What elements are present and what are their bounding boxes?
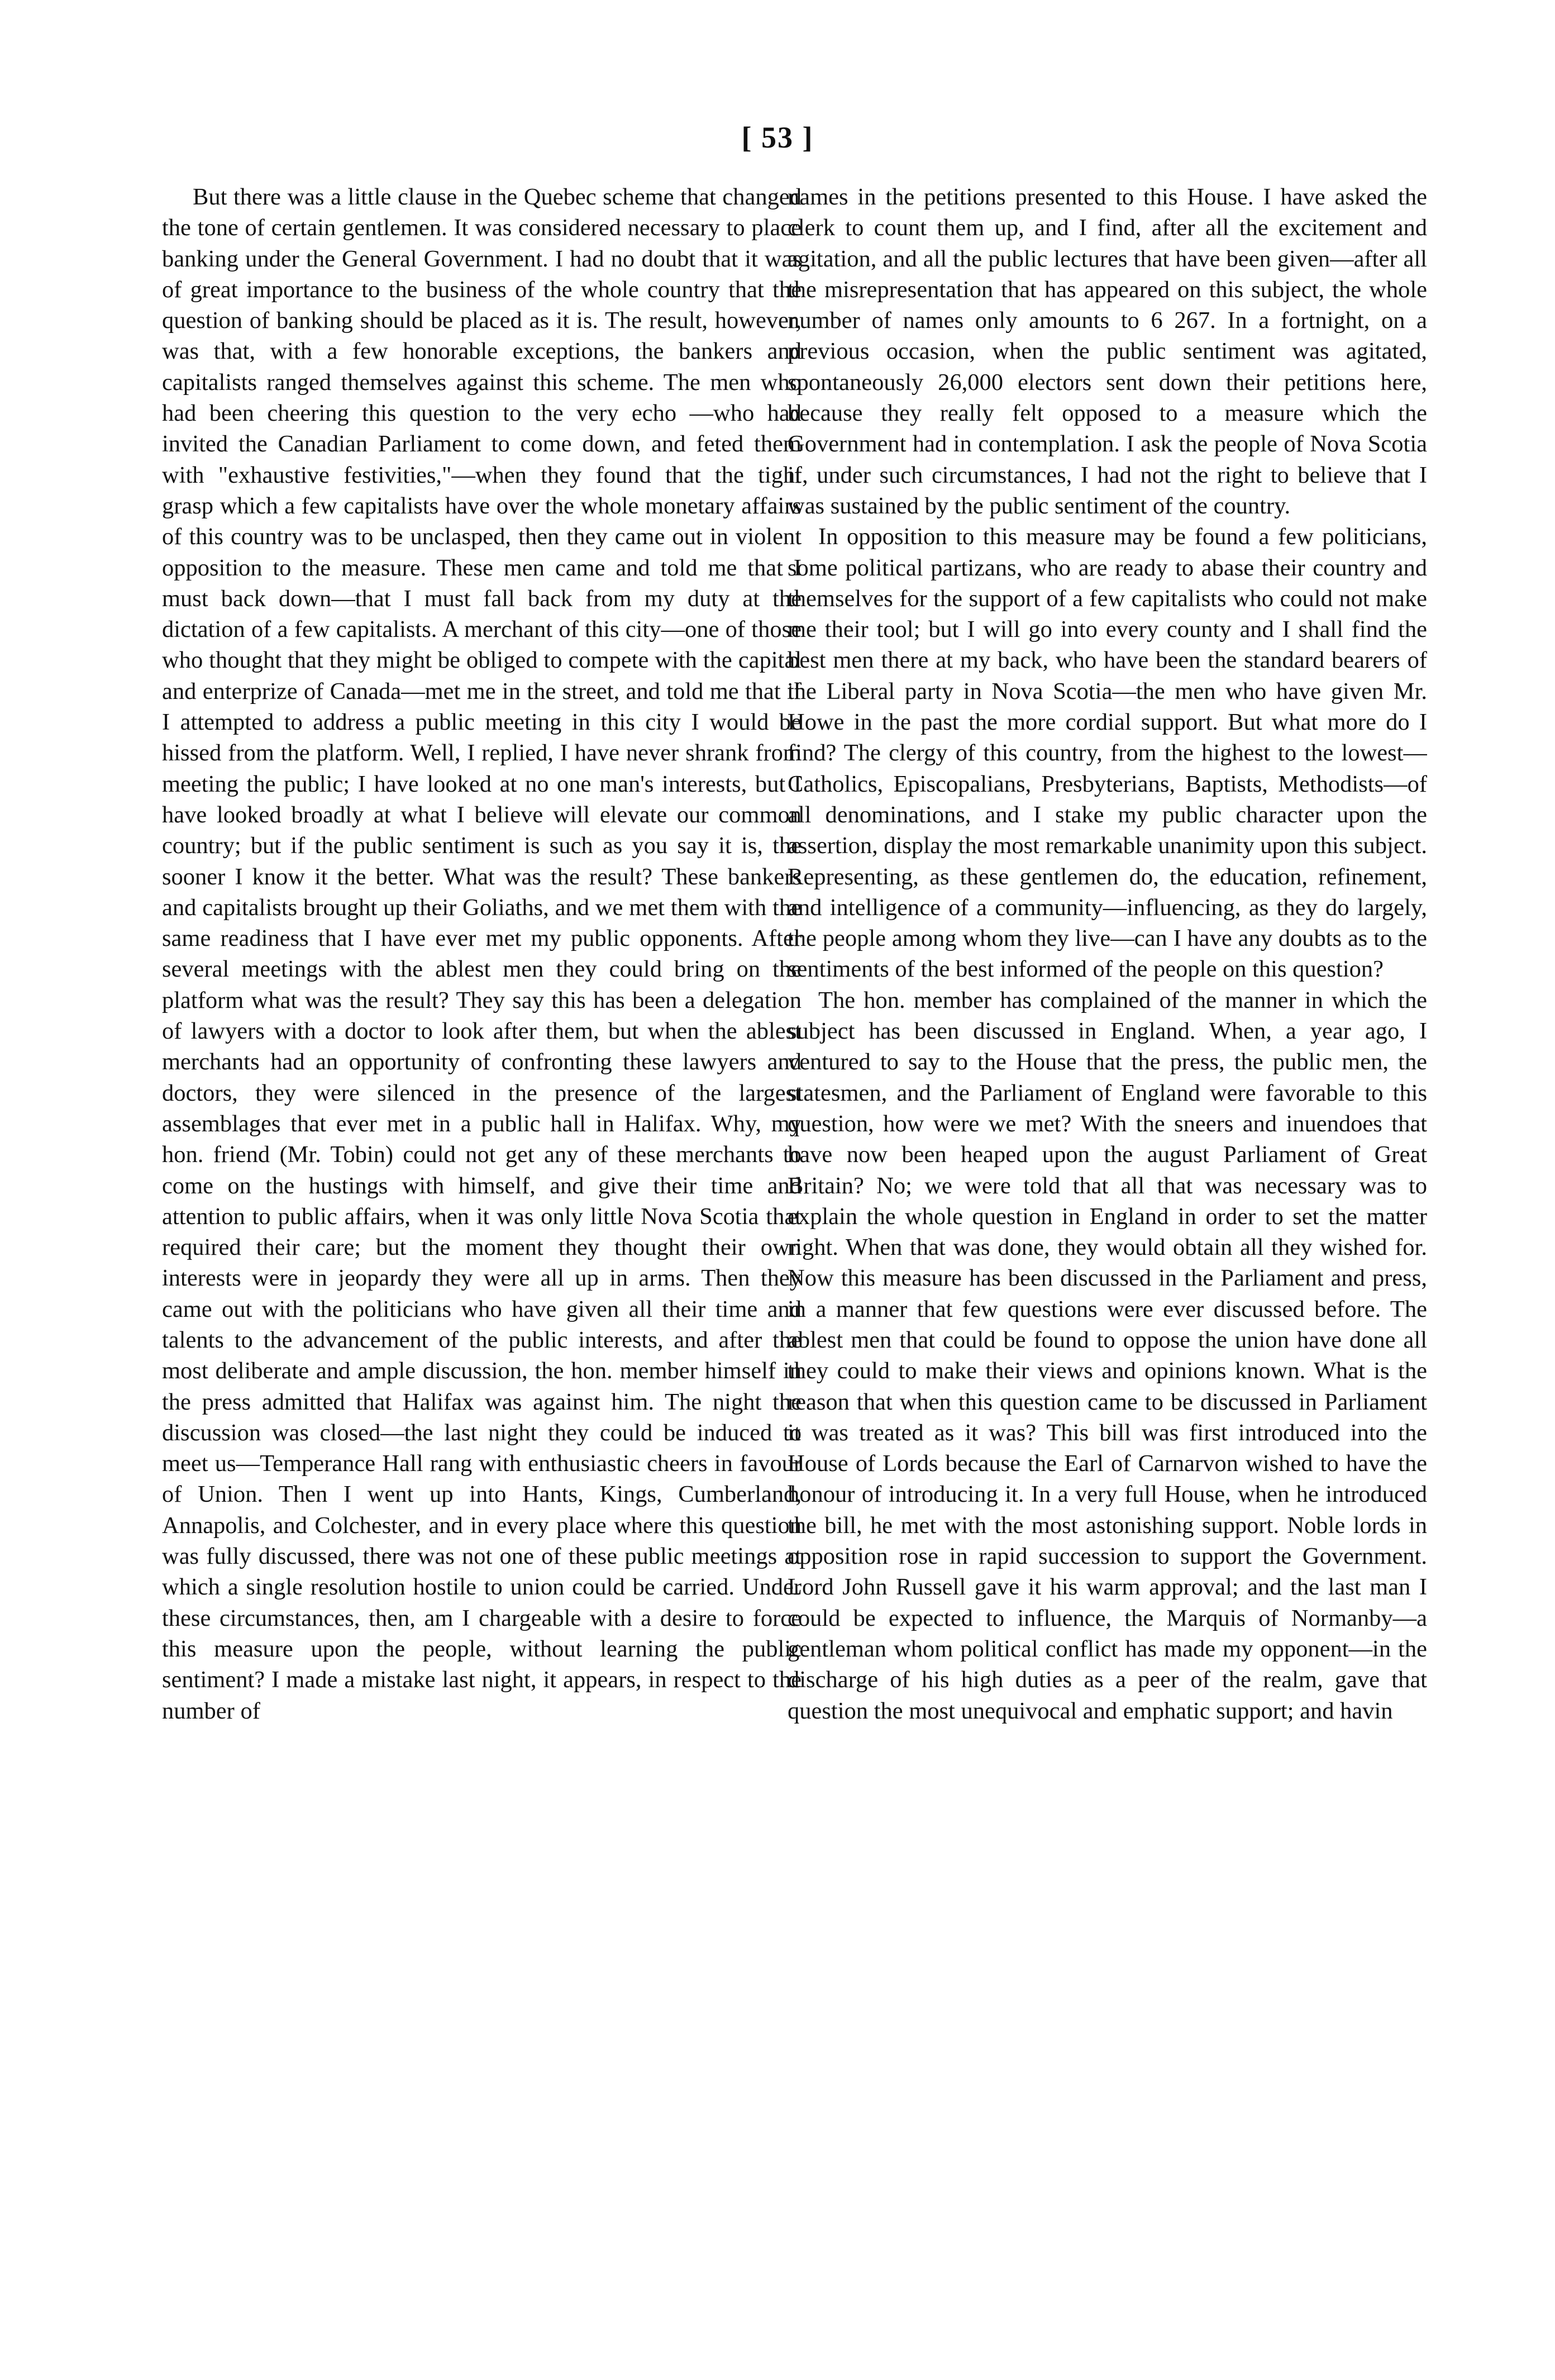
paragraph: In opposition to this measure may be found a few politicians, some political partizans, who are ready to abase their country and themselves for the support of a few capitalists who could not make me their tool; but I will go into every county and I shall find the best men there at my back, who have been the standard bearers of the Liberal party in Nova Scotia—the men who have given Mr. Howe in the past the more cordial support. But what more do I find? The clergy of this country, from the highest to the lowest—Catholics, Episcopalians, Presbyterians, Baptists, Methodists—of all denominations, and I stake my public character upon the assertion, display the most remarkable unanimity upon this subject. Representing, as these gentlemen do, the education, refinement, and intelligence of a community—influencing, as they do largely, the people among whom they live—can I have any doubts as to the sentiments of the best informed of the people on this question? <box>788 523 1427 983</box>
page-number: [ 53 ] <box>741 121 814 154</box>
paragraph: names in the petitions presented to this House. I have asked the clerk to count them up, and I find, after all the excitement and agitation, and all the public lectures that have been given—after all the misrepresentation that has appeared on this subject, the whole number of names only amounts to 6 267. In a fortnight, on a previous occasion, when the public sentiment was agitated, spontaneously 26,000 electors sent down their petitions here, because they really felt opposed to a measure which the Government had in contemplation. I ask the people of Nova Scotia if, under such circumstances, I had not the right to believe that I was sustained by the public sentiment of the country. <box>788 184 1427 519</box>
paragraph: But there was a little clause in the Quebec scheme that changed the tone of certain gentlemen. It was considered necessary to place banking under the General Government. I had no doubt that it was of great importance to the business of the whole country that the question of banking should be placed as it is. The result, however, was that, with a few honorable exceptions, the bankers and capitalists ranged themselves against this scheme. The men who had been cheering this question to the very echo —who had invited the Canadian Parliament to come down, and feted them with "exhaustive festivities,"—when they found that the tight grasp which a few capitalists have over the whole monetary affairs of this country was to be unclasped, then they came out in violent opposition to the measure. These men came and told me that I must back down—that I must fall back from my duty at the dictation of a few capitalists. A merchant of this city—one of those who thought that they might be obliged to compete with the capital and enterprize of Canada—met me in the street, and told me that if I attempted to address a public meeting in this city I would be hissed from the platform. Well, I replied, I have never shrank from meeting the public; I have looked at no one man's interests, but I have looked broadly at what I believe will elevate our common country; but if the public sentiment is such as you say it is, the sooner I know it the better. What was the result? These bankers and capitalists brought up their Goliaths, and we met them with the same readiness that I have ever met my public opponents. After several meetings with the ablest men they could bring on the platform what was the result? They say this has been a delegation of lawyers with a doctor to look after them, but when the ablest merchants had an opportunity of confronting these lawyers and doctors, they were silenced in the presence of the largest assemblages that ever met in a public hall in Halifax. Why, my hon. friend (Mr. Tobin) could not get any of these merchants to come on the hustings with himself, and give their time and attention to public affairs, when it was only little Nova Scotia that required their care; but the moment they thought their own interests were in jeopardy they were all up in arms. Then they came out with the politicians who have given all their time and talents to the advancement of the public interests, and after the most deliberate and ample discussion, the hon. member himself in the press admitted that Halifax was against him. The night the discussion was closed—the last night they could be induced to meet us—Temperance Hall rang with enthusiastic cheers in favour of Union. Then I went up into Hants, Kings, Cumberland, Annapolis, and Colchester, and in every place where this question was fully discussed, there was not one of these public meetings at which a single resolution hostile to union could be carried. Under these circumstances, then, am I chargeable with a desire to force this measure upon the people, without learning the public sentiment? I made a mistake last night, it appears, in respect to the number of <box>162 184 802 1724</box>
paragraph: The hon. member has complained of the manner in which the subject has been discussed in England. When, a year ago, I ventured to say to the House that the press, the public men, the statesmen, and the Parliament of England were favorable to this question, how were we met? With the sneers and inuendoes that have now been heaped upon the august Parliament of Great Britain? No; we were told that all that was necessary was to explain the whole question in England in order to set the matter right. When that was done, they would obtain all they wished for. Now this measure has been discussed in the Parliament and press, in a manner that few questions were ever discussed before. The ablest men that could be found to oppose the union have done all they could to make their views and opinions known. What is the reason that when this question came to be discussed in Parliament it was treated as it was? This bill was first introduced into the House of Lords because the Earl of Carnarvon wished to have the honour of introducing it. In a very full House, when he introduced the bill, he met with the most astonishing support. Noble lords in opposition rose in rapid succession to support the Government. Lord John Russell gave it his warm approval; and the last man I could be expected to influence, the Marquis of Normanby—a gentleman whom political conflict has made my opponent—in the discharge of his high duties as a peer of the realm, gave that question the most unequivocal and emphatic support; and havin <box>788 987 1427 1724</box>
right-column <box>788 182 1427 2193</box>
left-column <box>162 182 802 2193</box>
